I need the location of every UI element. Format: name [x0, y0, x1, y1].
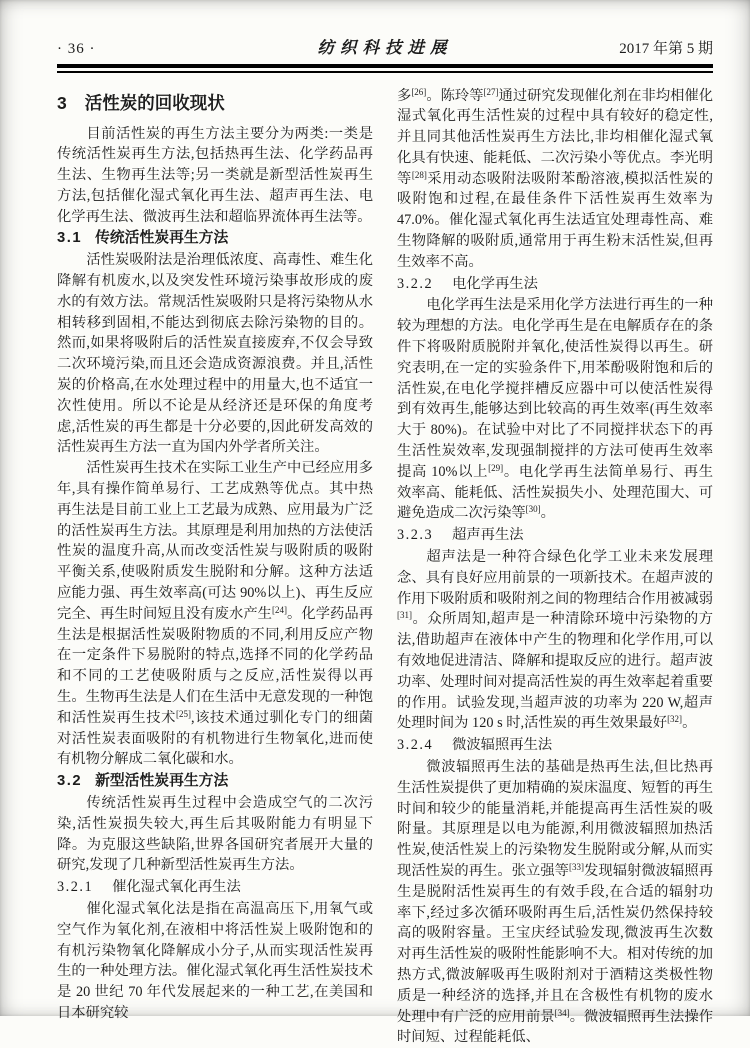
paragraph: 超声法是一种符合绿色化学工业未来发展理念、具有良好应用前景的一项新技术。在超声波的作用下吸附质和吸附剂之间的物理结合作用被减弱[31]。众所周知,超声是一种清除环境中污染物的方法,借助超声在液体中产生的物理和化学作用,可以有效地促进清洁、降解和提取反应的进行。超声波功率、处理时间对提高活性炭的再生效率起着重要的作用。试验发现,当超声波的功率为 220 W,超声处理时间为 120 s 时,活性炭的再生效果最好[32]。: [397, 547, 713, 734]
reference-marker: [31]: [397, 610, 412, 620]
reference-marker: [28]: [412, 170, 427, 180]
heading-number: 3.2.3: [397, 527, 433, 543]
heading-title: 催化湿式氧化再生法: [112, 879, 241, 895]
reference-marker: [24]: [272, 605, 287, 615]
heading-title: 超声再生法: [452, 527, 523, 543]
heading-number: 3.2.1: [57, 879, 93, 895]
heading-3-2-1: [57, 877, 373, 898]
reference-marker: [30]: [526, 504, 541, 514]
heading-title: 新型活性炭再生方法: [95, 773, 228, 789]
heading-title: 活性炭的回收现状: [85, 93, 225, 113]
thin-rule: [57, 71, 713, 73]
paragraph: 微波辐照再生法的基础是热再生法,但比热再生活性炭提供了更加精确的炭床温度、短暂的再生时间和较少的能量消耗,并能提高再生活性炭的吸附量。其原理是以电为能源,利用微波辐照加热活性炭,使活性炭上的污染物发生脱附或分解,从而实现活性炭的再生。张立强等[33]发现辐射微波辐照再生是脱附活性炭再生的有效手段,在合适的辐射功率下,经过多次循环吸附再生后,活性炭仍然保持较高的吸附容量。王宝庆经试验发现,微波再生次数对再生活性炭的吸附性能影响不大。相对传统的加热方式,微波解吸再生吸附剂对于酒精这类极性物质是一种经济的选择,并且在含极性有机物的废水处理中有广泛的应用前景[34]。微波辐照再生法操作时间短、过程能耗低、: [397, 757, 713, 1048]
heading-title: 电化学再生法: [452, 276, 538, 292]
header-rule: [57, 64, 713, 73]
reference-marker: [25]: [176, 709, 191, 719]
heading-3: [57, 91, 373, 115]
heading-3-2-2: [397, 274, 713, 295]
reference-marker: [29]: [488, 463, 503, 473]
journal-title: 纺织科技进展: [207, 34, 563, 58]
left-column: [57, 86, 373, 1048]
heading-3-2-3: [397, 525, 713, 546]
paragraph: 多[26]。陈玲等[27]通过研究发现催化剂在非均相催化湿式氧化再生活性炭的过程中具有较好的稳定性,并且同其他活性炭再生方法比,非均相催化湿式氧化具有快速、能耗低、二次污染小等优点。李光明等[28]采用动态吸附法吸附苯酚溶液,模拟活性炭的吸附饱和过程,在最佳条件下活性炭再生效率为 47.0%。催化湿式氧化再生法适宜处理毒性高、难生物降解的吸附质,通常用于再生粉末活性炭,但再生效率不高。: [397, 86, 713, 273]
paragraph: 传统活性炭再生过程中会造成空气的二次污染,活性炭损失较大,再生后其吸附能力有明显下降。为克服这些缺陷,世界各国研究者展开大量的研究,发现了几种新型活性炭再生方法。: [57, 793, 373, 876]
heading-number: 3.2.4: [397, 737, 433, 753]
reference-marker: [34]: [555, 1008, 570, 1018]
article-body: [57, 86, 713, 1048]
heading-number: 3.2: [57, 773, 82, 789]
heading-3-2: [57, 771, 373, 792]
heading-number: 3.1: [57, 230, 82, 246]
paragraph: 催化湿式氧化法是指在高温高压下,用氧气或空气作为氧化剂,在液相中将活性炭上吸附饱和的有机污染物氧化降解成小分子,从而实现活性炭再生的一种处理方法。催化湿式氧化再生活性炭技术是 20 世纪 70 年代发展起来的一种工艺,在美国和日本研究较: [57, 899, 373, 1024]
reference-marker: [26]: [411, 87, 426, 97]
heading-title: 微波辐照再生法: [452, 737, 552, 753]
page-number: · 36 ·: [57, 41, 207, 58]
thick-rule: [57, 64, 713, 68]
reference-marker: [27]: [484, 87, 499, 97]
paragraph: 活性炭再生技术在实际工业生产中已经应用多年,具有操作简单易行、工艺成熟等优点。其中热再生法是目前工业上工艺最为成熟、应用最为广泛的活性炭再生方法。其原理是利用加热的方法使活性炭的温度升高,从而改变活性炭与吸附质的吸附平衡关系,使吸附质发生脱附和分解。这种方法适应能力强、再生效率高(可达 90%以上)、再生反应完全、再生时间短且没有废水产生[24]。化学药品再生法是根据活性炭吸附物质的不同,利用反应产物在一定条件下易脱附的特点,选择不同的化学药品和不同的工艺使吸附质与之反应,活性炭得以再生。生物再生法是人们在生活中无意发现的一种饱和活性炭再生技术[25],该技术通过驯化专门的细菌对活性炭表面吸附的有机物进行生物氧化,进而使有机物分解成二氧化碳和水。: [57, 458, 373, 770]
paragraph: 电化学再生法是采用化学方法进行再生的一种较为理想的方法。电化学再生是在电解质存在的条件下将吸附质脱附并氧化,使活性炭得以再生。研究表明,在一定的实验条件下,用苯酚吸附饱和后的活性炭,在电化学搅拌槽反应器中可以使活性炭得到有效再生,能够达到比较高的再生效率(再生效率大于 80%)。在试验中对比了不同搅拌状态下的再生活性炭效率,发现强制搅拌的方法可使再生效率提高 10%以上[29]。电化学再生法简单易行、再生效率高、能耗低、活性炭损失小、处理范围大、可避免造成二次污染等[30]。: [397, 295, 713, 524]
reference-marker: [33]: [569, 862, 584, 872]
heading-title: 传统活性炭再生方法: [95, 230, 228, 246]
paragraph: 活性炭吸附法是治理低浓度、高毒性、难生化降解有机废水,以及突发性环境污染事故形成的废水的有效方法。常规活性炭吸附只是将污染物从水相转移到固相,不能达到彻底去除污染物的目的。然而,如果将吸附后的活性炭直接废弃,不仅会导致二次环境污染,而且还会造成资源浪费。并且,活性炭的价格高,在水处理过程中的用量大,也不适宜一次性使用。所以不论是从经济还是环保的角度考虑,活性炭的再生都是十分必要的,因此研发高效的活性炭再生方法一直为国内外学者所关注。: [57, 250, 373, 458]
right-column: [397, 86, 713, 1048]
paragraph: 目前活性炭的再生方法主要分为两类:一类是传统活性炭再生方法,包括热再生法、化学药品再生法、生物再生法等;另一类就是新型活性炭再生方法,包括催化湿式氧化再生法、超声再生法、电化学再生法、微波再生法和超临界流体再生法等。: [57, 124, 373, 228]
heading-3-1: [57, 228, 373, 249]
page-header: [57, 34, 713, 58]
heading-3-2-4: [397, 735, 713, 756]
issue-info: 2017 年第 5 期: [563, 37, 713, 58]
heading-number: 3.2.2: [397, 276, 433, 292]
heading-number: 3: [57, 93, 67, 113]
reference-marker: [32]: [667, 714, 682, 724]
